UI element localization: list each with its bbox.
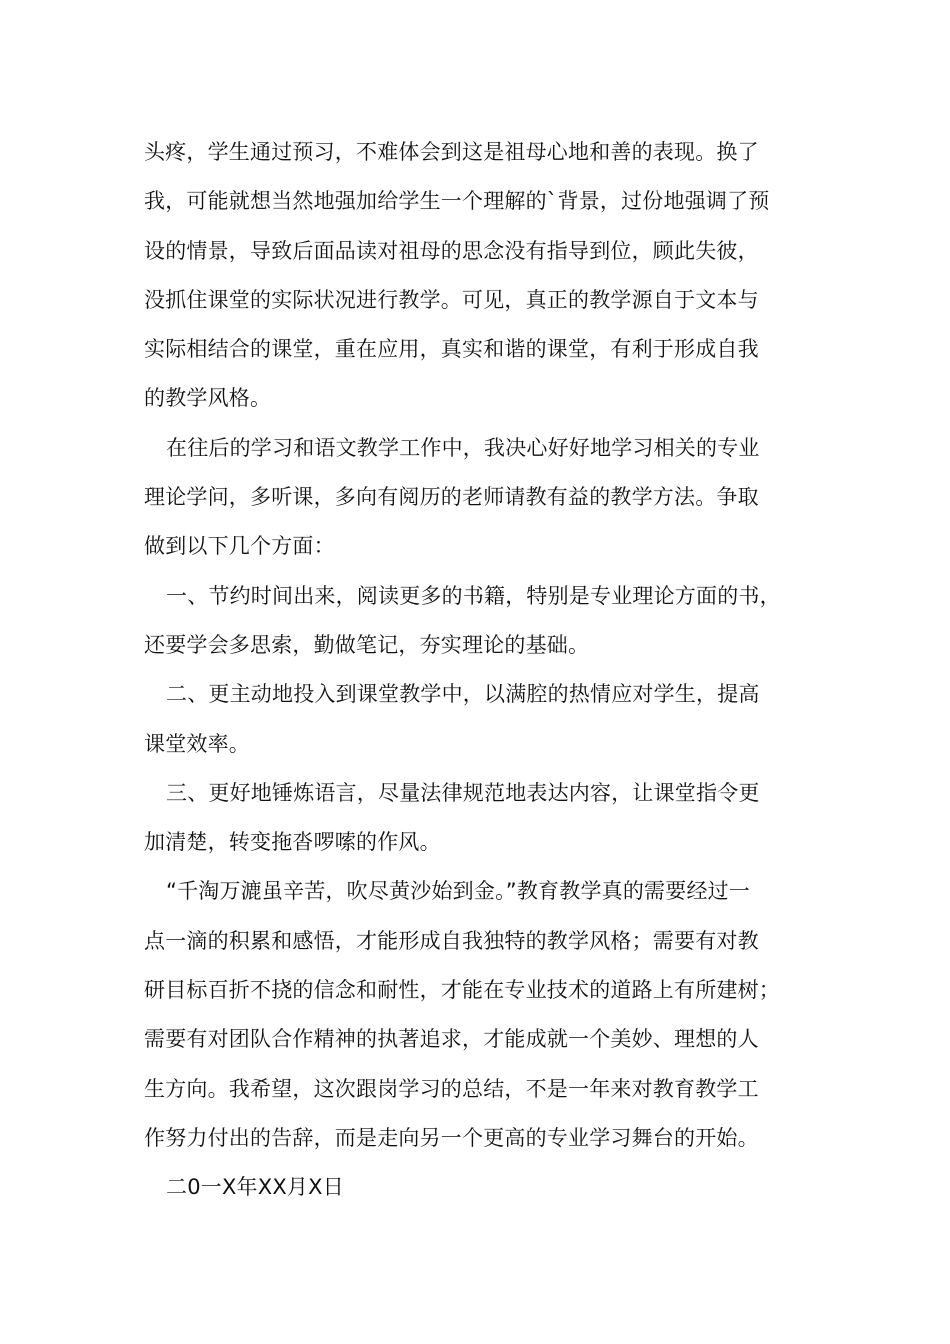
text-line: 我，可能就想当然地强加给学生一个理解的`背景，过份地强调了预 (144, 189, 770, 214)
text-line: 加清楚，转变拖沓啰嗦的作风。 (144, 830, 441, 855)
text-line: 设的情景，导致后面品读对祖母的思念没有指导到位，顾此失彼， (144, 238, 759, 263)
text-line: 实际相结合的课堂，重在应用，真实和谐的课堂，有利于形成自我 (144, 337, 759, 362)
list-item-1-line: 一、节约时间出来，阅读更多的书籍，特别是专业理论方面的书， (166, 583, 781, 608)
text-line: 研目标百折不挠的信念和耐性，才能在专业技术的道路上有所建树； (144, 978, 780, 1003)
text-line: 头疼，学生通过预习，不难体会到这是祖母心地和善的表现。换了 (144, 140, 759, 164)
paragraph-start-line: “千淘万漉虽辛苦，吹尽黄沙始到金。”教育教学真的需要经过一 (166, 879, 751, 904)
text-line: 理论学问，多听课，多向有阅历的老师请教有益的教学方法。争取 (144, 485, 759, 510)
text-line: 做到以下几个方面： (144, 534, 335, 559)
paragraph-start-line: 在往后的学习和语文教学工作中，我决心好好地学习相关的专业 (166, 435, 760, 460)
text-line: 点一滴的积累和感悟，才能形成自我独特的教学风格；需要有对教 (144, 928, 759, 953)
text-line: 的教学风格。 (144, 386, 272, 411)
document-body (144, 128, 824, 1213)
text-line: 还要学会多思索，勤做笔记，夯实理论的基础。 (144, 632, 590, 657)
text-line: 没抓住课堂的实际状况进行教学。可见，真正的教学源自于文本与 (144, 287, 759, 312)
list-item-2-line: 二、更主动地投入到课堂教学中，以满腔的热情应对学生，提高 (166, 682, 760, 707)
list-item-3-line: 三、更好地锤炼语言，尽量法律规范地表达内容，让课堂指令更 (166, 780, 760, 805)
text-line: 生方向。我希望，这次跟岗学习的总结，不是一年来对教育教学工 (144, 1076, 759, 1101)
date-line: 二0一X年XX月X日 (166, 1175, 344, 1200)
text-line: 作努力付出的告辞，而是走向另一个更高的专业学习舞台的开始。 (144, 1125, 759, 1150)
text-line: 需要有对团队合作精神的执著追求，才能成就一个美妙、理想的人 (144, 1027, 759, 1052)
text-line: 课堂效率。 (144, 731, 250, 756)
